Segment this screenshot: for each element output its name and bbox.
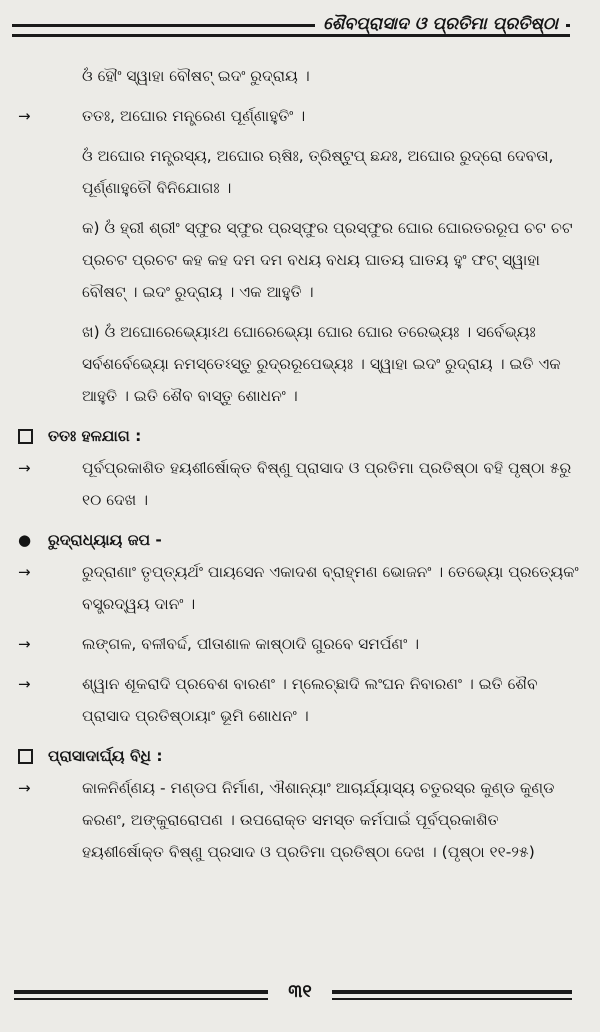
list-item <box>0 452 600 516</box>
arrow-icon: → <box>18 675 31 693</box>
section-heading-rudradhyaya <box>0 524 600 556</box>
instruction-line <box>0 100 600 132</box>
list-item-text: କାଳନିର୍ଣ୍ଣୟ - ମଣ୍ଡପ ନିର୍ମାଣ, ଐଶାନ୍ୟାଂ ଆଚାର୍ଯ୍ୟାସ୍ୟ ଚତୁରସ୍ର କୁଣ୍ଡ କୁଣ୍ଡ କରଣଂ, ଅଙ୍କୁରାରୋପଣ । ଉପରୋକ୍ତ ସମସ୍ତ କର୍ମପାଇଁ ପୂର୍ବପ୍ରକାଶିତ ହୟଶୀର୍ଷୋକ୍ତ ବିଷ୍ଣୁ ପ୍ରସାଦ ଓ ପ୍ରତିମା ପ୍ରତିଷ୍ଠା ଦେଖ । (ପୃଷ୍ଠା ୧୧-୨୫) <box>82 779 555 861</box>
list-item-text: ରୁଦ୍ରାଣାଂ ତୃପ୍ତ୍ୟର୍ଥଂ ପାୟସେନ ଏକାଦଶ ବ୍ରାହ୍ମଣ ଭୋଜନଂ । ତେଭ୍ୟୋ ପ୍ରତ୍ୟେକଂ ବସ୍ତ୍ରଦ୍ୱୟ ଦାନଂ । <box>82 563 579 613</box>
mantra-paragraph <box>0 140 600 204</box>
checkbox-bullet-icon <box>18 740 33 772</box>
page-body <box>0 60 600 868</box>
mantra-line <box>0 60 600 92</box>
list-item <box>0 668 600 732</box>
mantra-paragraph-ka <box>0 212 600 308</box>
paragraph-text: ଓଁ ଅଘୋର ମନ୍ତ୍ରସ୍ୟ, ଅଘୋର ଋଷିଃ, ତ୍ରିଷ୍ଟୁପ୍ ଛନ୍ଦଃ, ଅଘୋର ରୁଦ୍ରୋ ଦେବତା, ପୂର୍ଣ୍ଣାହୁତୌ ବିନିଯୋଗଃ । <box>82 147 554 197</box>
list-item <box>0 628 600 660</box>
list-item <box>0 772 600 868</box>
section-heading-prasadarghya <box>0 740 600 772</box>
paragraph-text: ଖ) ଓଁ ଅଘୋରେଭ୍ୟୋଽଥ ଘୋରେଭ୍ୟୋ ଘୋର ଘୋର ତରେଭ୍ୟଃ । ସର୍ବେଭ୍ୟଃ ସର୍ବଶର୍ବେଭ୍ୟୋ ନମସ୍ତେଽସ୍ତୁ ରୁଦ୍ରରୂପେଭ୍ୟଃ । ସ୍ୱାହା ଇଦଂ ରୁଦ୍ରାୟ । ଇତି ଏକ ଆହୁତି । ଇତି ଶୈବ ବାସ୍ତୁ ଶୋଧନଂ । <box>82 323 561 405</box>
header-rule-bottom <box>12 34 570 37</box>
running-header-title: ଶୈବପ୍ରାସାଦ ଓ ପ୍ରତିମା ପ୍ରତିଷ୍ଠା <box>315 14 566 34</box>
arrow-icon: → <box>18 107 31 125</box>
paragraph-text: କ) ଓଁ ହ୍ରୀ ଶ୍ରୀଂ ସ୍ଫୁର ସ୍ଫୁର ପ୍ରସ୍ଫୁର ପ୍ରସ୍ଫୁର ଘୋର ଘୋରତରରୂପ ଚଟ ଚଟ ପ୍ରଚଟ ପ୍ରଚଟ କହ କହ ଦମ ଦମ ବଧୟ ବଧୟ ଘାତୟ ଘାତୟ ହୁଂ ଫଟ୍ ସ୍ୱାହା ବୌଷଟ୍ । ଇଦଂ ରୁଦ୍ରାୟ । ଏକ ଆହୁତି । <box>82 219 573 301</box>
list-item-text: ଲଙ୍ଗଳ, ବଳୀବର୍ଦ୍ଦ, ପୀତାଶାଳ କାଷ୍ଠାଦି ଗୁରବେ ସମର୍ପଣଂ । <box>82 635 420 653</box>
arrow-icon: → <box>18 779 31 797</box>
section-heading-text: ତତଃ ହଳଯାଗ : <box>48 427 142 445</box>
arrow-icon: → <box>18 635 31 653</box>
section-heading-text: ରୁଦ୍ରାଧ୍ୟାୟ ଜପ - <box>48 531 162 549</box>
section-heading-text: ପ୍ରାସାଦାର୍ଘ୍ୟ ବିଧି : <box>48 747 163 765</box>
page-number: ୩୧ <box>268 981 332 1002</box>
arrow-icon: → <box>18 459 31 477</box>
list-item <box>0 556 600 620</box>
paragraph-text: ଓଁ ହୌଂ ସ୍ୱାହା ବୌଷଟ୍ ଇଦଂ ରୁଦ୍ରାୟ । <box>82 67 310 85</box>
paragraph-text: ତତଃ, ଅଘୋର ମନ୍ତ୍ରେଣ ପୂର୍ଣ୍ଣାହୁତିଂ । <box>82 107 306 125</box>
arrow-icon: → <box>18 563 31 581</box>
dot-bullet-icon: ● <box>18 531 32 549</box>
mantra-paragraph-kha <box>0 316 600 412</box>
list-item-text: ଶ୍ୱାନ ଶୂକରାଦି ପ୍ରବେଶ ବାରଣଂ । ମ୍ଲେଚ୍ଛାଦି ଲଂଘନ ନିବାରଣଂ । ଇତି ଶୈବ ପ୍ରାସାଦ ପ୍ରତିଷ୍ଠାୟାଂ ଭୂମି ଶୋଧନଂ । <box>82 675 538 725</box>
list-item-text: ପୂର୍ବପ୍ରକାଶିତ ହୟଶୀର୍ଷୋକ୍ତ ବିଷ୍ଣୁ ପ୍ରାସାଦ ଓ ପ୍ରତିମା ପ୍ରତିଷ୍ଠା ବହି ପୃଷ୍ଠା ୫ରୁ ୧୦ ଦେଖ । <box>82 459 572 509</box>
checkbox-bullet-icon <box>18 420 33 452</box>
section-heading-halayaga <box>0 420 600 452</box>
